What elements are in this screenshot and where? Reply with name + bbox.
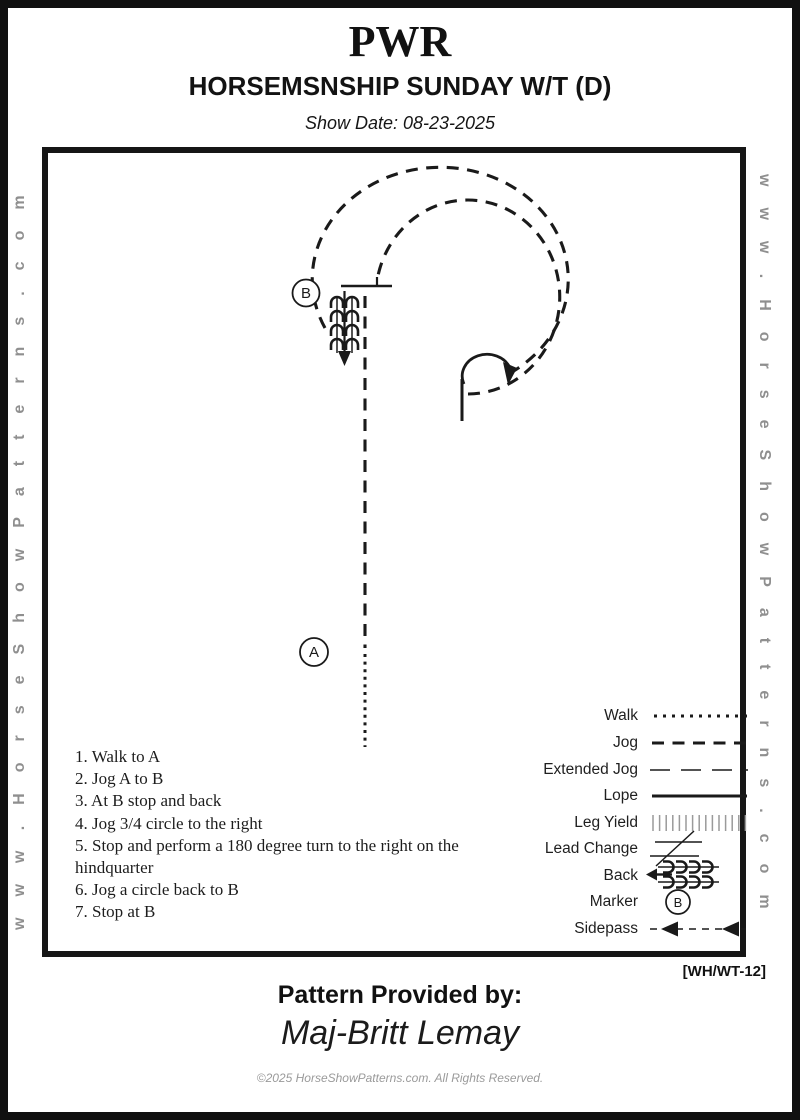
legend-leg-yield-symbol xyxy=(653,815,745,831)
sidepass-arrowhead-icon xyxy=(661,922,678,937)
provided-by-name: Maj-Britt Lemay xyxy=(280,1014,520,1052)
legend-label-marker: Marker xyxy=(589,893,638,910)
svg-text:B: B xyxy=(300,285,312,302)
instruction-item: 6. Jog a circle back to B xyxy=(75,880,239,900)
instruction-item: 5. Stop and perform a 180 degree turn to the right on the hindquarter xyxy=(75,835,459,878)
provided-by-label: Pattern Provided by: xyxy=(277,981,523,1009)
back-arrow-left-icon xyxy=(646,869,657,881)
legend-label-back: Back xyxy=(603,867,638,884)
instruction-item: 3. At B stop and back xyxy=(75,791,222,811)
instructions-list xyxy=(75,746,465,924)
class-title: HORSEMSNSHIP SUNDAY W/T (D) xyxy=(188,71,612,101)
watermark-right: www.HorseShowPatterns.com xyxy=(756,174,773,930)
page-title: PWR xyxy=(348,17,452,66)
svg-text:A: A xyxy=(308,644,320,661)
instruction-item: 2. Jog A to B xyxy=(75,769,164,789)
legend-marker-symbol xyxy=(666,890,690,914)
instruction-item: 4. Jog 3/4 circle to the right xyxy=(75,813,263,833)
back-arrow-down-icon xyxy=(338,351,351,366)
svg-text:B: B xyxy=(673,895,683,910)
instruction-item: 7. Stop at B xyxy=(75,902,156,922)
stop-bar-at-b xyxy=(341,277,392,286)
back-symbol-pattern xyxy=(331,291,358,366)
legend-label-extended-jog: Extended Jog xyxy=(543,761,638,778)
marker-a xyxy=(300,638,328,666)
instruction-item: 1. Walk to A xyxy=(75,747,161,766)
show-date: Show Date: 08-23-2025 xyxy=(304,113,496,133)
watermark-left: www.HorseShowPatterns.com xyxy=(11,174,28,930)
legend-label-walk: Walk xyxy=(604,707,638,724)
copyright: ©2025 HorseShowPatterns.com. All Rights Reserved. xyxy=(256,1071,544,1085)
legend-sidepass-symbol xyxy=(650,922,746,937)
jog-circle-back-to-b xyxy=(377,200,560,394)
marker-b xyxy=(293,280,320,307)
legend-label-jog: Jog xyxy=(613,734,638,751)
sidepass-arrowhead-icon xyxy=(722,922,739,937)
pattern-code: [WH/WT-12] xyxy=(682,963,766,980)
jog-three-quarter-circle xyxy=(312,167,568,372)
legend-label-lead-change: Lead Change xyxy=(544,840,638,857)
turn-180-symbol xyxy=(462,354,517,421)
legend-label-lope: Lope xyxy=(603,787,638,804)
legend-label-sidepass: Sidepass xyxy=(574,920,638,937)
legend-label-leg-yield: Leg Yield xyxy=(574,814,638,831)
